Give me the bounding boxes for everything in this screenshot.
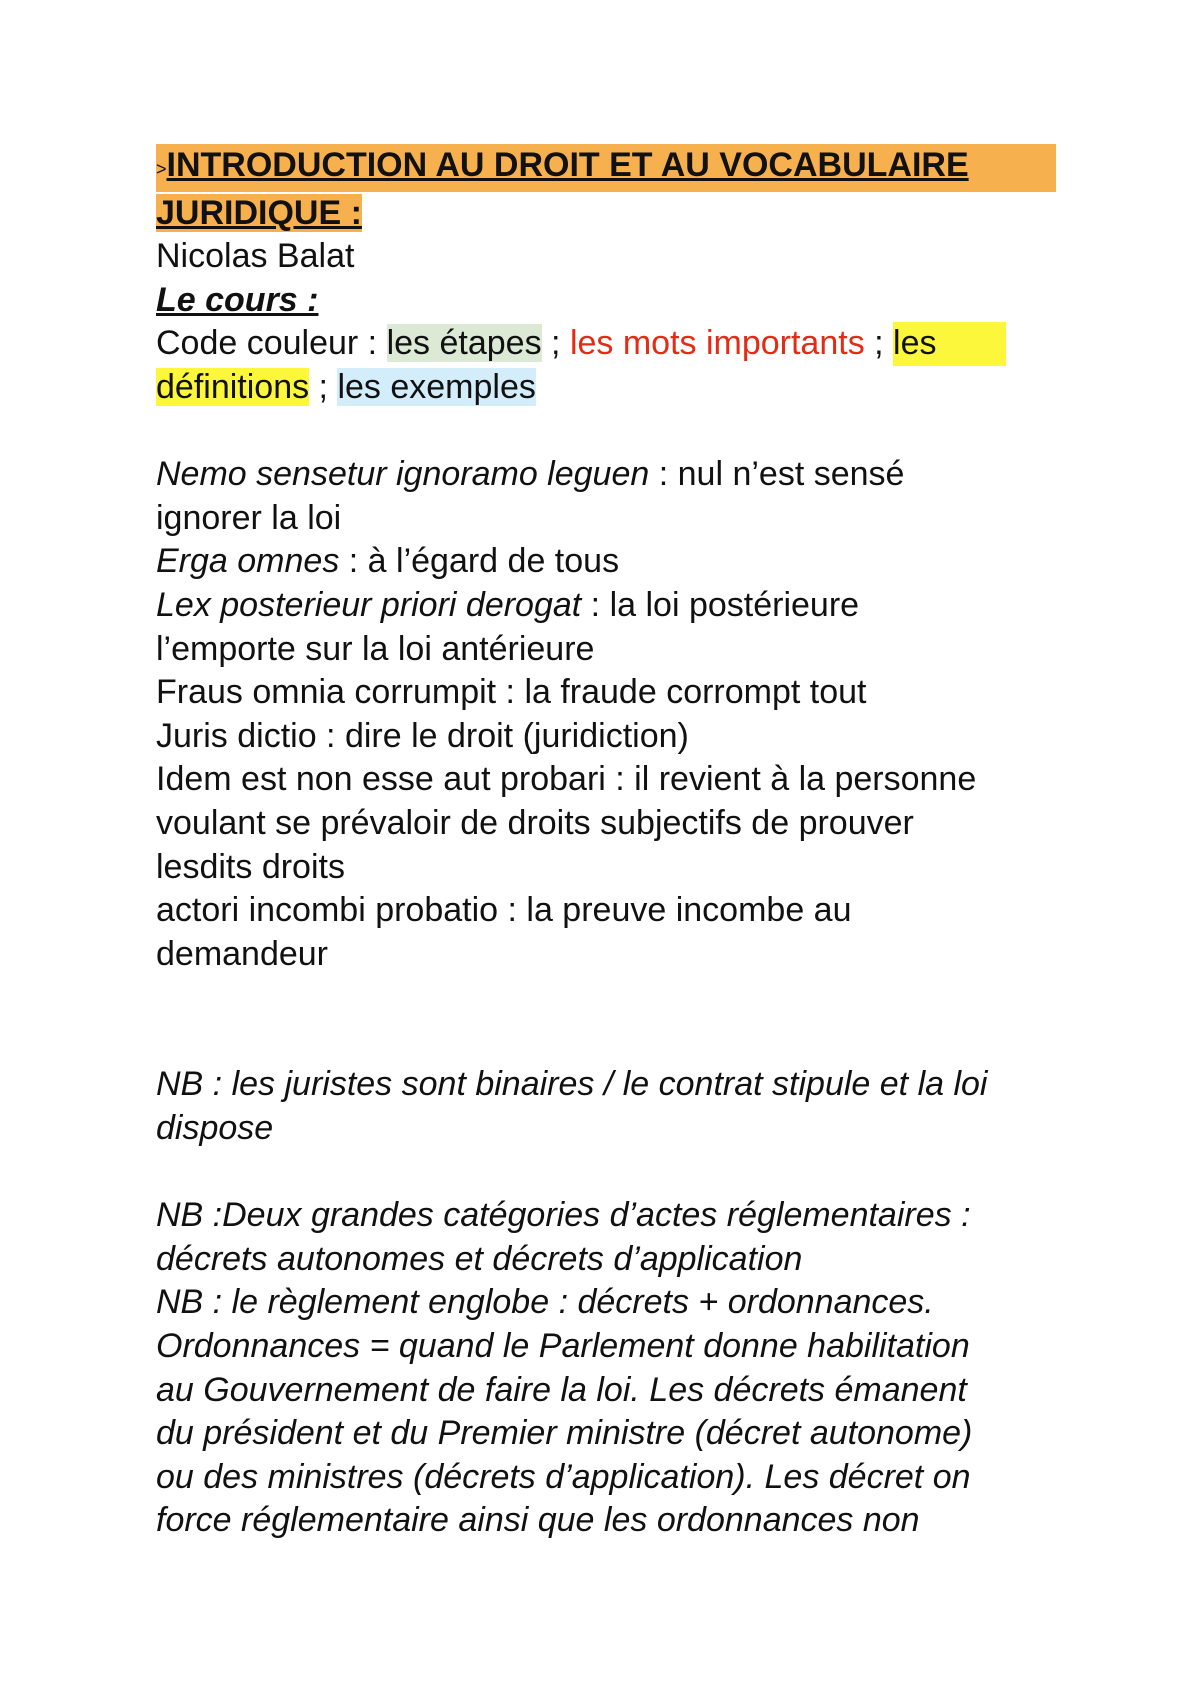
text-line: Fraus omnia corrumpit : la fraude corrompt tout <box>156 673 867 712</box>
title-line-2 <box>156 192 1056 236</box>
color-legend-line-2 <box>156 366 1056 410</box>
legend-sep-2: ; <box>864 324 894 363</box>
maxim-3-line-2: l’emporte sur la loi antérieure <box>156 629 595 668</box>
legend-sep-1: ; <box>541 324 570 363</box>
spacer <box>156 1151 1056 1195</box>
maxim-2-latin: Erga omnes <box>156 542 340 581</box>
title-text-2: JURIDIQUE : <box>156 193 362 232</box>
maxim-2-meaning: : à l’égard de tous <box>339 542 620 581</box>
arrow-icon: > <box>156 159 167 179</box>
text-line: lesdits droits <box>156 847 345 886</box>
nb-note-line: force réglementaire ainsi que les ordonnances non <box>156 1501 920 1540</box>
section-heading <box>156 279 1056 323</box>
maxim-1-line-1 <box>156 453 1056 497</box>
nb-note-line: au Gouvernement de faire la loi. Les décrets émanent <box>156 1370 967 1409</box>
spacer <box>156 976 1056 1063</box>
legend-examples: les exemples <box>337 367 536 406</box>
author: Nicolas Balat <box>156 237 355 276</box>
maxim-3-meaning: : la loi postérieure <box>581 585 860 624</box>
nb-note-line: NB : le règlement englobe : décrets + ordonnances. <box>156 1283 934 1322</box>
text-line: voulant se prévaloir de droits subjectifs de prouver <box>156 803 914 842</box>
nb-note-line: dispose <box>156 1109 274 1148</box>
legend-important: les mots importants <box>569 324 865 363</box>
nb-note-line: du président et du Premier ministre (décret autonome) <box>156 1414 973 1453</box>
title-text-1: INTRODUCTION AU DROIT ET AU VOCABULAIRE <box>166 146 969 184</box>
section-heading-text: Le cours : <box>156 280 319 319</box>
maxim-1-latin: Nemo sensetur ignoramo leguen <box>156 455 650 494</box>
text-line: demandeur <box>156 934 329 973</box>
maxim-3-latin: Lex posterieur priori derogat <box>156 585 582 624</box>
nb-note-line: NB : les juristes sont binaires / le contrat stipule et la loi <box>156 1065 988 1104</box>
color-legend-line-1 <box>156 322 1056 366</box>
legend-sep-3: ; <box>309 367 338 406</box>
document-page <box>156 144 1056 1543</box>
title-line-1 <box>156 144 1056 192</box>
text-line: Idem est non esse aut probari : il revient à la personne <box>156 760 977 799</box>
text-line: actori incombi probatio : la preuve incombe au <box>156 891 852 930</box>
maxim-2 <box>156 540 1056 584</box>
maxim-3-line-1 <box>156 584 1056 628</box>
legend-prefix: Code couleur : <box>156 324 387 363</box>
nb-note-line: décrets autonomes et décrets d’application <box>156 1239 803 1278</box>
legend-definitions-b: définitions <box>156 367 310 406</box>
text-line: Juris dictio : dire le droit (juridiction) <box>156 716 689 755</box>
nb-note-line: NB :Deux grandes catégories d’actes réglementaires : <box>156 1196 971 1235</box>
legend-steps: les étapes <box>386 324 542 363</box>
nb-note-line: ou des ministres (décrets d’application). Les décret on <box>156 1457 971 1496</box>
maxim-1-line-2: ignorer la loi <box>156 498 342 537</box>
nb-note-line: Ordonnances = quand le Parlement donne habilitation <box>156 1327 970 1366</box>
legend-definitions-a: les <box>893 322 1006 366</box>
maxim-1-meaning: : nul n’est sensé <box>649 455 905 494</box>
spacer <box>156 410 1056 454</box>
